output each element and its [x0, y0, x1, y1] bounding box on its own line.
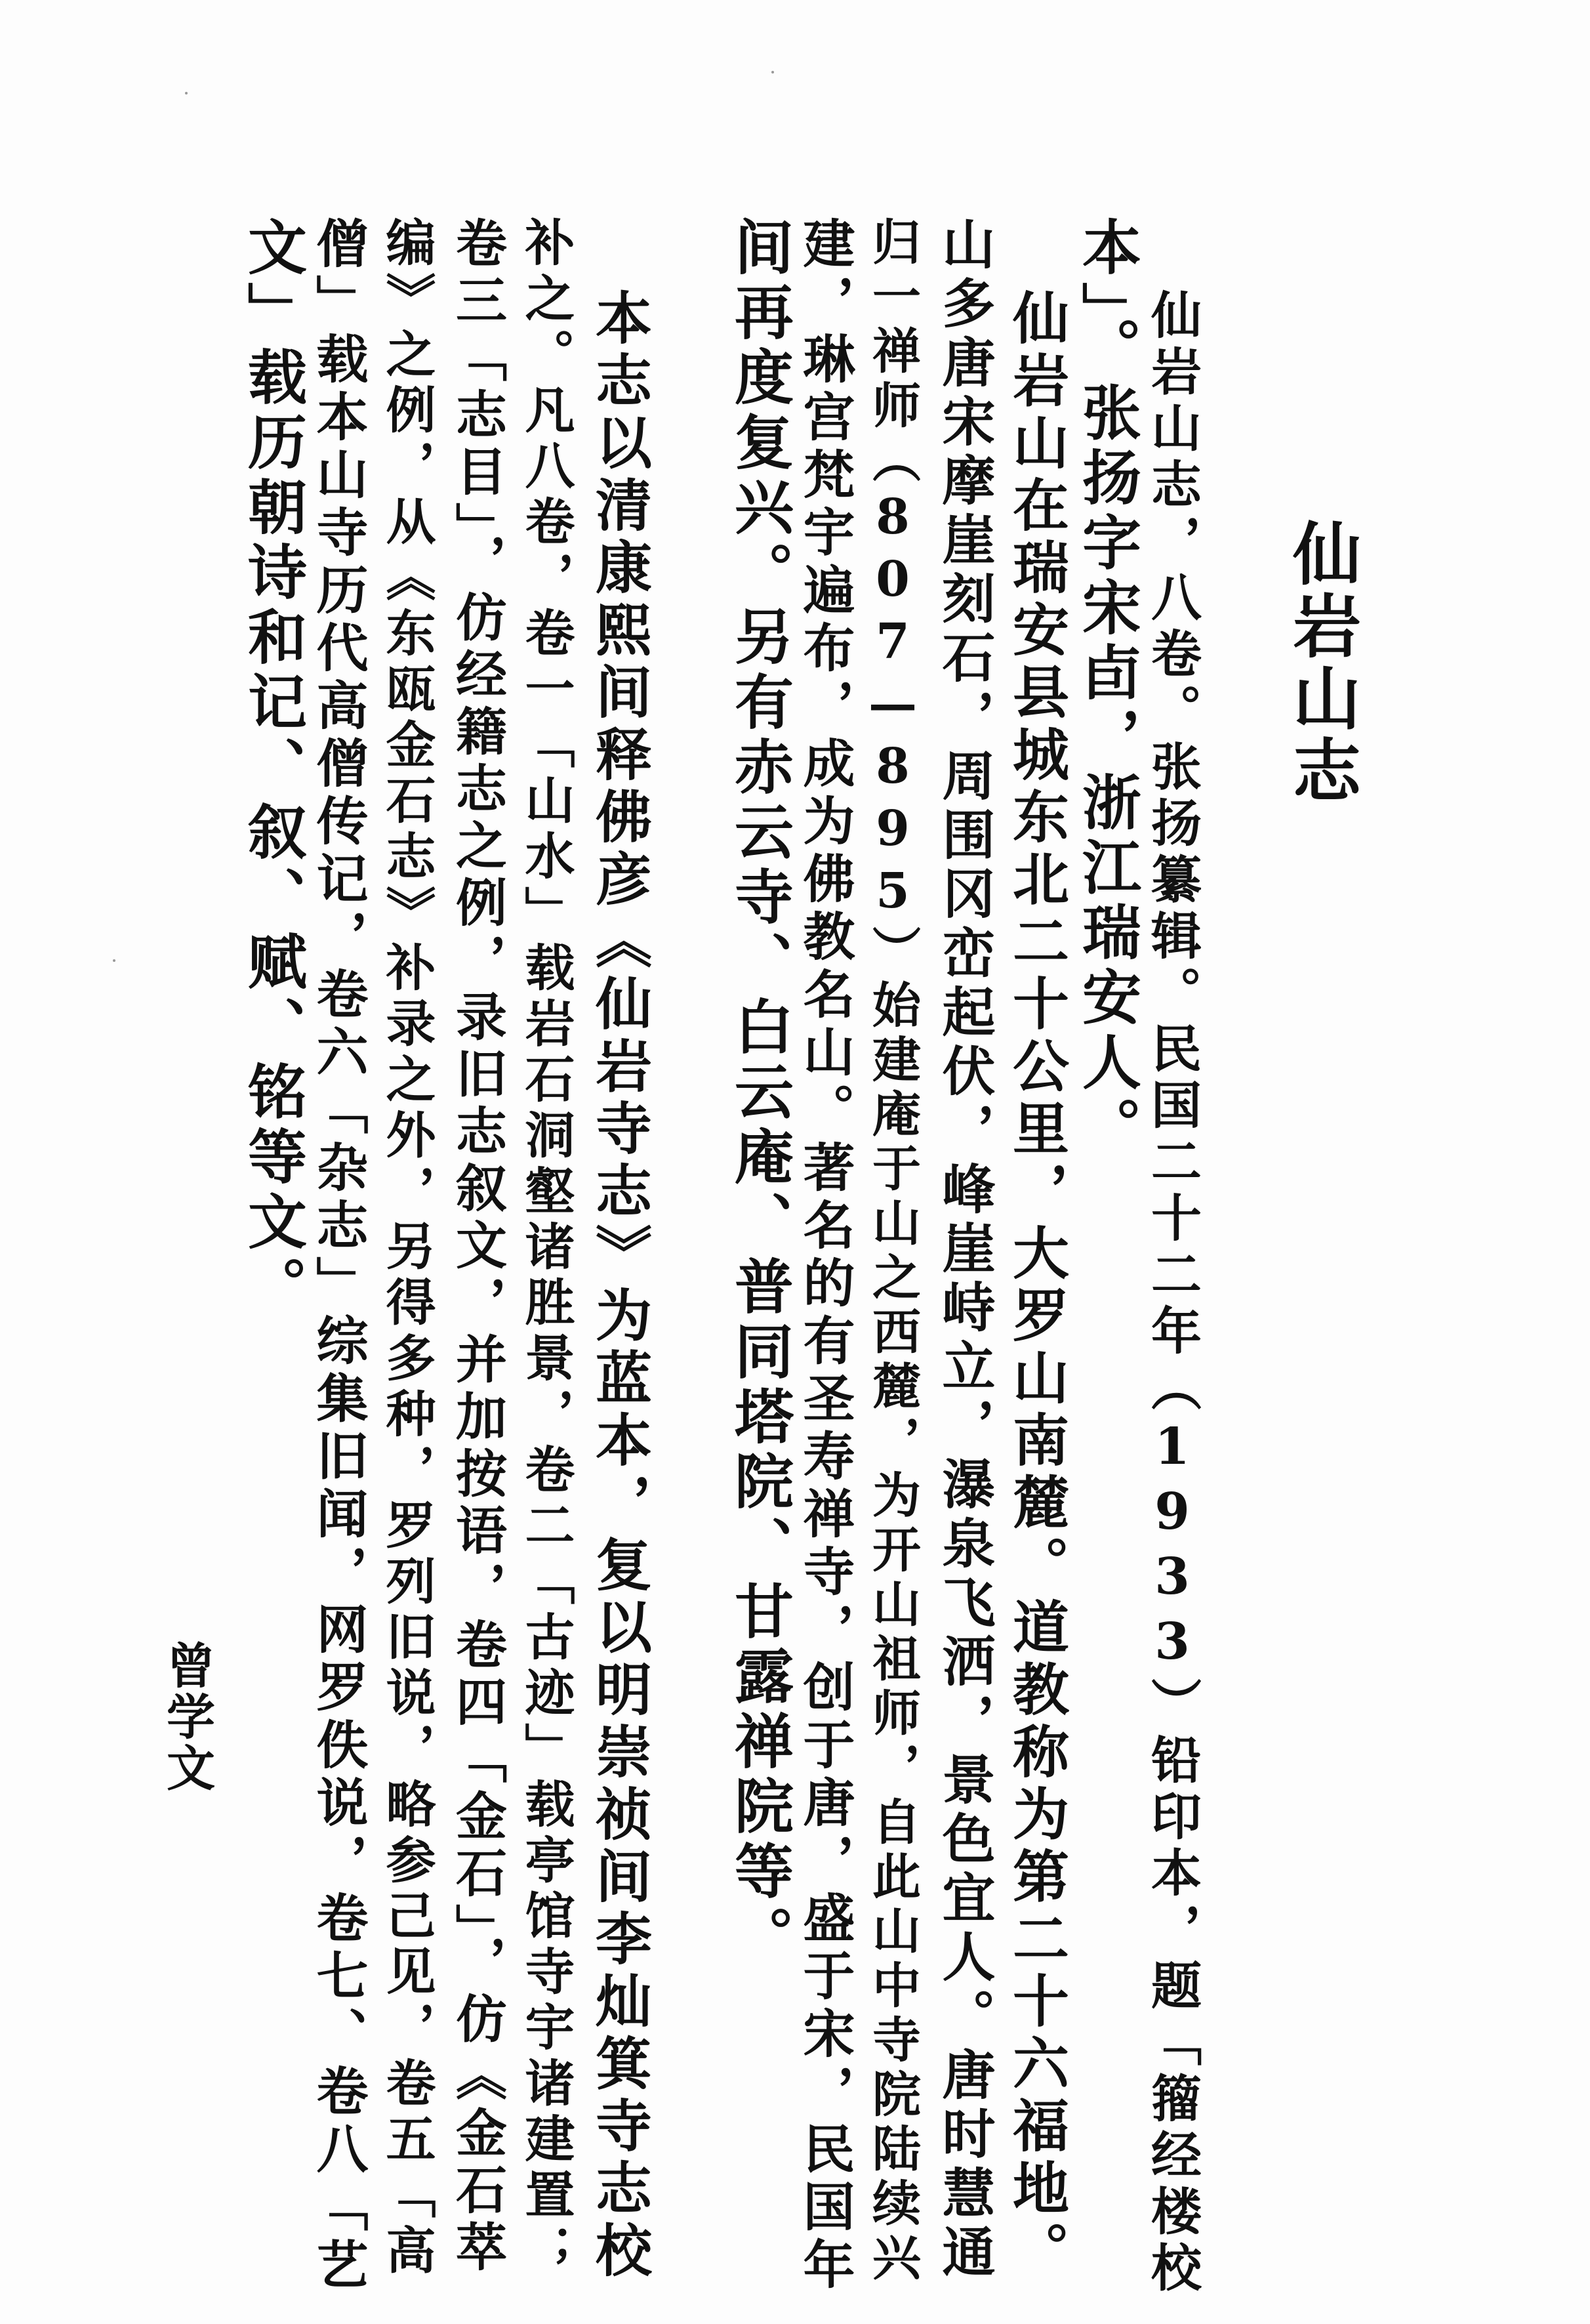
scan-speck: [185, 92, 188, 94]
paragraph-3-line-6: 文」载历朝诗和记、叙、赋、铭等文。: [237, 217, 307, 1321]
document-title: 仙岩山志: [1281, 518, 1362, 807]
author-signature: 曾学文: [159, 1640, 215, 1794]
paragraph-1-line-1: 仙岩山志，八卷。张扬纂辑。民国二十二年（1933）铅印本，题「籀经楼校: [1143, 289, 1202, 2298]
paragraph-3-line-4: 编》之例，从《东瓯金石志》补录之外，另得多种，罗列旧说，略参己见，卷五「高: [378, 217, 436, 2280]
paragraph-2-line-1: 仙岩山在瑞安县城东北二十公里，大罗山南麓。道教称为第二十六福地。: [1003, 289, 1069, 2283]
paragraph-3-line-2: 补之。凡八卷，卷一「山水」载岩石洞壑诸胜景，卷二「古迹」载亭馆寺宇诸建置；: [517, 217, 575, 2280]
paragraph-2-line-2: 山多唐宋摩崖刻石，周围冈峦起伏，峰崖峙立，瀑泉飞洒，景色宜人。唐时慧通: [933, 217, 996, 2283]
paragraph-3-line-5: 僧」载本山寺历代高僧传记，卷六「杂志」综集旧闻，网罗佚说，卷七、卷八「艺: [308, 217, 369, 2295]
scan-speck: [113, 959, 115, 962]
paragraph-2-line-3: 归一禅师（807—895）始建庵于山之西麓，为开山祖师，自此山中寺院陆续兴: [865, 217, 921, 2287]
paragraph-3-line-1: 本志以清康熙间释佛彦《仙岩寺志》为蓝本，复以明崇祯间李灿箕寺志校: [586, 289, 652, 2283]
paragraph-2-line-5: 间再度复兴。另有赤云寺、白云庵、普同塔院、甘露禅院等。: [724, 217, 794, 1970]
paragraph-1-line-2: 本」。张扬字宋卣，浙江瑞安人。: [1072, 217, 1141, 1161]
paragraph-2-line-4: 建，琳宫梵宇遍布，成为佛教名山。著名的有圣寿禅寺，创于唐，盛于宋，民国年: [794, 217, 855, 2295]
paragraph-3-line-3: 卷三「志目」，仿经籍志之例，录旧志叙文，并加按语，卷四「金石」，仿《金石萃: [447, 217, 507, 2277]
scan-speck: [771, 71, 774, 73]
